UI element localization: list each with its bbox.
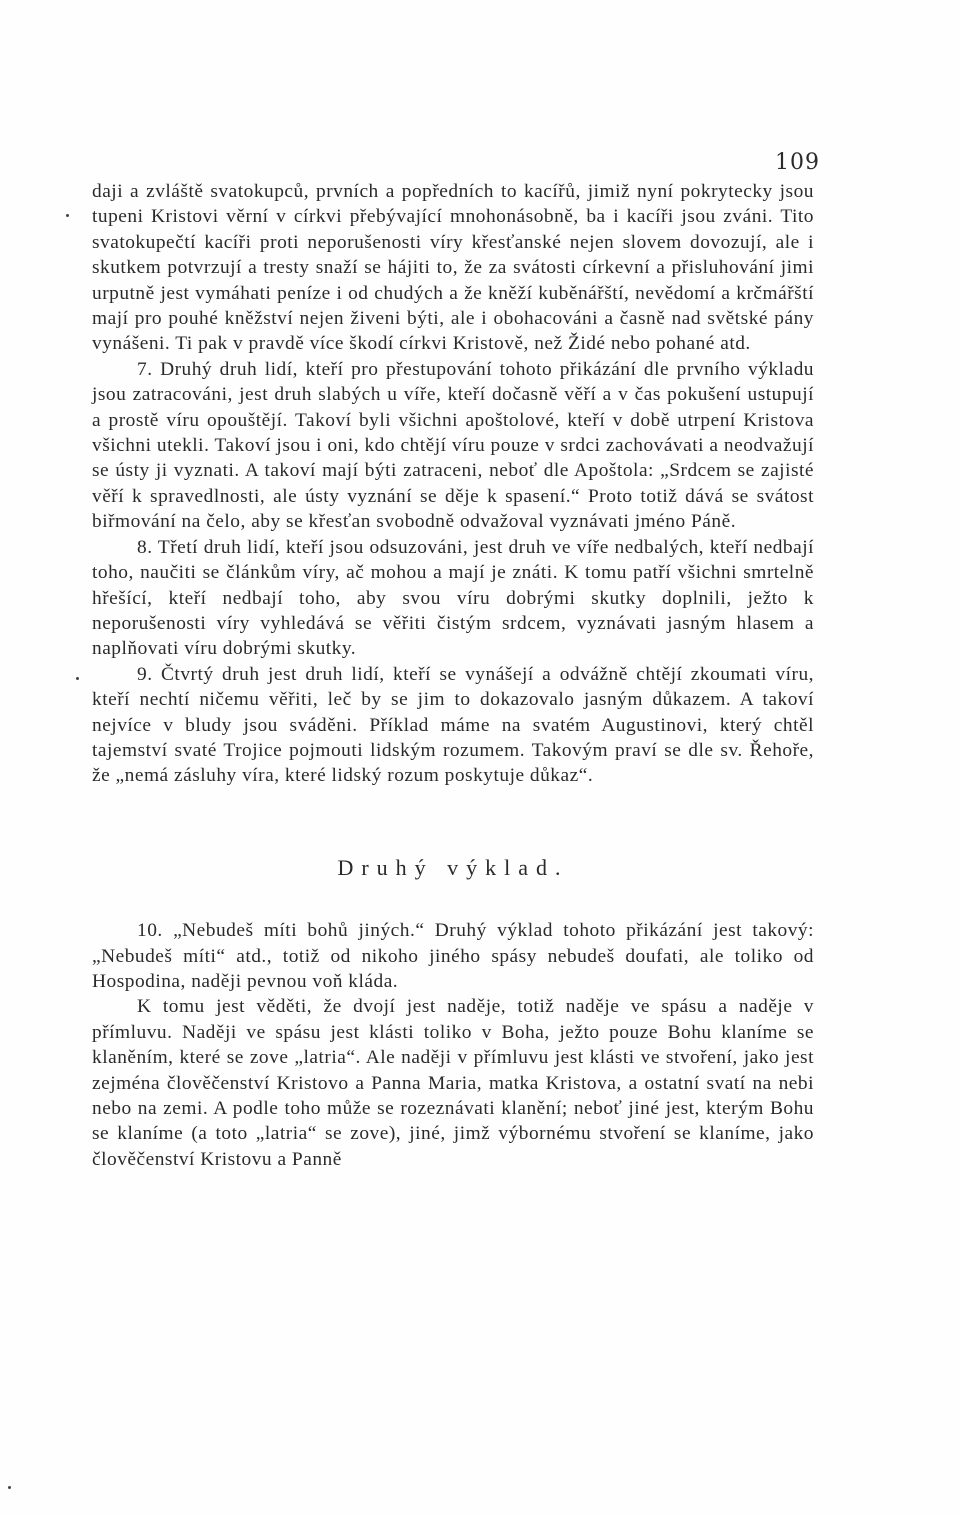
paragraph: daji a zvláště svatokupců, prvních a popředních to kacířů, jimiž nyní pokrytecky jsou tupeni Kristovi věrní v církvi přebývající mnohonásobně, ba i kacíři jsou zváni. Tito svatokupečtí kacíři proti neporušenosti víry křesťanské nejen slovem dovozují, ale i skutkem potvrzují a tresty snaží se hájiti to, že za svátosti církevní a přisluhování jimi urputně jest vymáhati peníze i od chudých a že kněží kuběnářští, nevědomí a krčmářští mají pro pouhé kněžství nejen živeni býti, ale i obohacováni a časně nad světské pány vynášeni. Ti pak v pravdě více škodí církvi Kristově, než Židé nebo pohané atd. [92, 181, 814, 355]
paragraph-8: 8. Třetí druh lidí, kteří jsou odsuzováni, jest druh ve víře nedbalých, kteří nedbají toho, naučiti se článkům víry, ač mohou a mají je znáti. K tomu patří všichni smrtelně hřešící, kteří nedbají toho, aby svou víru dobrými skutky doplnili, ježto k neporušenosti víry vyhledává se věřiti čistým srdcem, vyznávati jasným hlasem a naplňovati víru dobrými skutky. [92, 536, 814, 660]
page-number: 109 [775, 150, 820, 175]
section-heading: Druhý výklad. [337, 854, 569, 880]
paragraph: K tomu jest věděti, že dvojí jest naděje, totiž naděje ve spásu a naděje v přímluvu. Naději ve spásu jest klásti toliko v Boha, ježto pouze Bohu klaníme se klaněním, které se zove „latria“. Ale naději v přímluvu jest klásti ve stvoření, jako jest zejména člověčenství Kristovo a Panna Maria, matka Kristova, a ostatní svatí na nebi nebo na zemi. A podle toho může se rozeznávati klanění; neboť jiné jest, kterým Bohu se klaníme (a toto „latria“ se zove), jiné, jimž výbornému stvoření se klaníme, jako člověčenství Kristovu a Panně [92, 996, 814, 1170]
body-text [92, 179, 814, 1172]
paragraph-7: 7. Druhý druh lidí, kteří pro přestupování tohoto přikázání dle prvního výkladu jsou zatracováni, jest druh slabých u víře, kteří dočasně věří a v čas pokušení ustupují a prostě víru opouštějí. Takoví byli všichni apoštolové, kteří v době utrpení Kristova všichni utekli. Takoví jsou i oni, kdo chtějí víru pouze v srdci zachovávati a neodvažují se ústy ji vyznati. A takoví mají býti zatraceni, neboť dle Apoštola: „Srdcem se zajisté věří k spravedlnosti, ale ústy vyznání se děje k spasení.“ Proto totiž dává se svátost biřmování na čelo, aby se křesťan svobodně odvažoval vyznávati jméno Páně. [92, 358, 814, 533]
paragraph-9: 9. Čtvrtý druh jest druh lidí, kteří se vynášejí a odvážně chtějí zkoumati víru, kteří nechtí ničemu věřiti, leč by se jim to dokazovalo jasným důkazem. A takoví nejvíce v bludy jsou sváděni. Příklad máme na svatém Augustinovi, který chtěl tajemství svaté Trojice pojmouti lidským rozumem. Takovým praví se dle sv. Řehoře, že „nemá zásluhy víra, které lidský rozum poskytuje důkaz“. [92, 663, 814, 787]
margin-speck [66, 214, 69, 217]
paragraph-10: 10. „Nebudeš míti bohů jiných.“ Druhý výklad tohoto přikázání jest takový: „Nebudeš míti“ atd., totiž od nikoho jiného spásy nebudeš doufati, ale toliko od Hospodina, naději pevnou voň kláda. [92, 920, 814, 992]
margin-speck [8, 1486, 11, 1489]
margin-speck [76, 677, 79, 680]
